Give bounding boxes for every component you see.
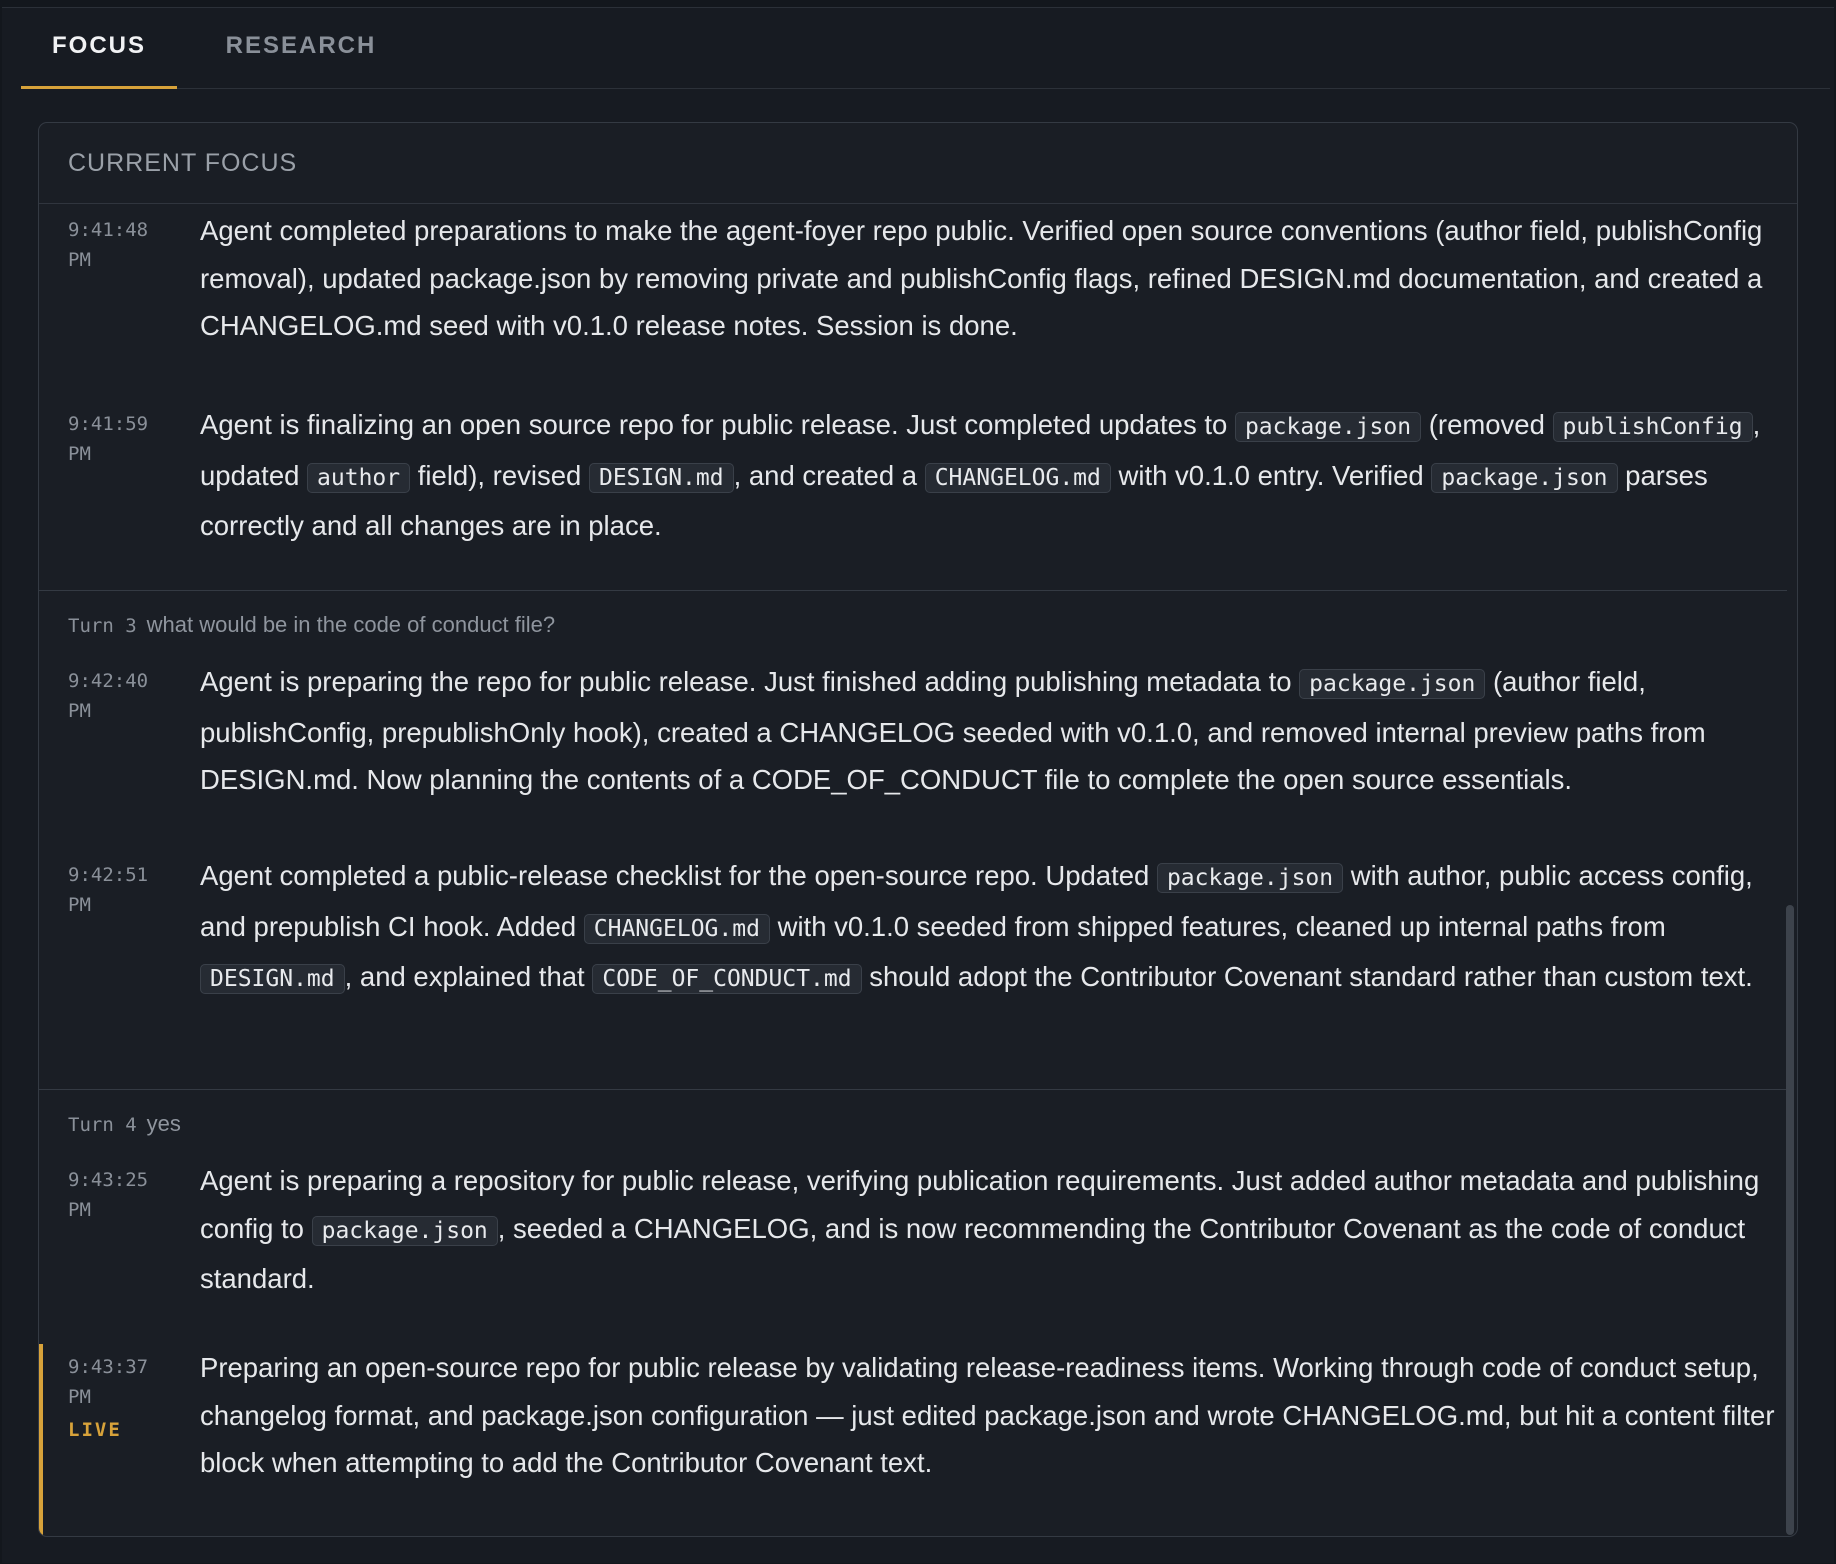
entry-text	[200, 1344, 1775, 1487]
entry-text-run: should adopt the Contributor Covenant standard rather than custom text.	[861, 961, 1753, 992]
entry-text-run: with v0.1.0 seeded from shipped features, cleaned up internal paths from	[769, 910, 1666, 942]
live-badge: LIVE	[68, 1419, 122, 1441]
entry-timestamp	[68, 1165, 178, 1225]
entry-timestamp	[68, 860, 178, 920]
entry-text-run: with v0.1.0 entry. Verified	[1110, 459, 1432, 491]
turn-number: Turn 4	[68, 1114, 137, 1136]
entry-text-run: , seeded a CHANGELOG, and is now recommending the Contributor Covenant as the code of conduct standard.	[200, 1212, 1746, 1294]
entry-text	[200, 1157, 1775, 1303]
entry-text-run: Agent completed preparations to make the agent-foyer repo public. Verified open source conventions (author field, publishConfig removal), updated package.json by removing private and publishConfig flags, refined DESIGN.md documentation, and created a CHANGELOG.md seed with v0.1.0 release notes. Session is done.	[200, 215, 1763, 341]
active-tab-indicator	[21, 86, 177, 89]
entry-ampm: PM	[68, 249, 91, 271]
entry-text-run: Agent is preparing a repository for public release, verifying publication requirements. Just added author metadata and publishing config to	[200, 1165, 1760, 1244]
entry-ampm: PM	[68, 700, 91, 722]
turn-number: Turn 3	[68, 615, 137, 637]
turn-prompt: yes	[146, 1111, 181, 1136]
inline-code: package.json	[1235, 412, 1421, 442]
inline-code: publishConfig	[1553, 412, 1753, 442]
tab-research-label: RESEARCH	[225, 32, 377, 59]
entry-text-run: , and created a	[733, 459, 925, 491]
turn-header	[68, 612, 555, 638]
entry-text-run: Preparing an open-source repo for public release by validating release-readiness items. Working through code of conduct setup, changelog format, and package.json configuration — just edited package.json and wrote CHANGELOG.md, but hit a content filter block when attempting to add the Contributor Covenant text.	[200, 1352, 1775, 1478]
turn-header	[68, 1111, 181, 1137]
panel-title: CURRENT FOCUS	[39, 123, 1797, 204]
entry-ampm: PM	[68, 1386, 91, 1408]
inline-code: DESIGN.md	[200, 964, 345, 994]
entry-time: 9:43:37	[68, 1356, 149, 1378]
entry-text-run: (removed	[1421, 409, 1553, 440]
entry-time: 9:43:25	[68, 1169, 149, 1191]
entry-text-run: Agent completed a public-release checklist for the open-source repo. Updated	[200, 860, 1157, 891]
entry-ampm: PM	[68, 894, 91, 916]
inline-code: CHANGELOG.md	[584, 914, 770, 944]
entry-time: 9:42:51	[68, 864, 149, 886]
entry-timestamp	[68, 666, 178, 726]
entry-ampm: PM	[68, 1199, 91, 1221]
entry-time: 9:41:48	[68, 219, 149, 241]
focus-view	[2, 7, 1834, 1563]
inline-code: CODE_OF_CONDUCT.md	[592, 964, 861, 994]
turn-divider	[39, 1089, 1787, 1090]
entry-text	[200, 401, 1775, 550]
entry-time: 9:41:59	[68, 413, 149, 435]
inline-code: package.json	[1299, 669, 1485, 699]
entry-time: 9:42:40	[68, 670, 149, 692]
entry-text-run: field), revised	[410, 459, 589, 491]
turn-prompt: what would be in the code of conduct file?	[146, 612, 556, 637]
inline-code: package.json	[1431, 463, 1617, 493]
tab-focus-label: FOCUS	[52, 32, 146, 59]
turn-divider	[39, 590, 1787, 591]
entry-text-run: with author, public access config, and prepublish CI hook. Added	[200, 860, 1753, 942]
tab-bar	[21, 8, 1830, 89]
inline-code: package.json	[312, 1216, 498, 1246]
inline-code: DESIGN.md	[589, 463, 734, 493]
entry-timestamp	[68, 215, 178, 275]
entry-text-run: Agent is finalizing an open source repo for public release. Just completed updates to	[200, 409, 1235, 440]
inline-code: CHANGELOG.md	[925, 463, 1111, 493]
entry-text-run: Agent is preparing the repo for public release. Just finished adding publishing metadata to	[200, 666, 1300, 697]
entry-text-run: , updated	[200, 409, 1761, 491]
entry-text-run: (author field, publishConfig, prepublishOnly hook), created a CHANGELOG seeded with v0.1.0, and removed internal preview paths from DESIGN.md. Now planning the contents of a CODE_OF_CONDUCT file to complete the open source essentials.	[200, 666, 1706, 795]
entry-text	[200, 852, 1775, 1004]
tab-focus[interactable]	[21, 8, 177, 88]
inline-code: package.json	[1157, 863, 1343, 893]
entry-text-run: , and explained that	[344, 961, 593, 992]
inline-code: author	[307, 463, 410, 493]
entry-timestamp	[68, 1352, 178, 1445]
scrollbar-thumb[interactable]	[1786, 905, 1794, 1535]
entry-text	[200, 207, 1775, 350]
entry-ampm: PM	[68, 443, 91, 465]
entry-text	[200, 658, 1775, 804]
entry-timestamp	[68, 409, 178, 469]
current-focus-panel[interactable]	[38, 122, 1798, 1537]
entry-text-run: parses correctly and all changes are in place.	[200, 459, 1708, 541]
tab-research[interactable]	[209, 8, 393, 88]
